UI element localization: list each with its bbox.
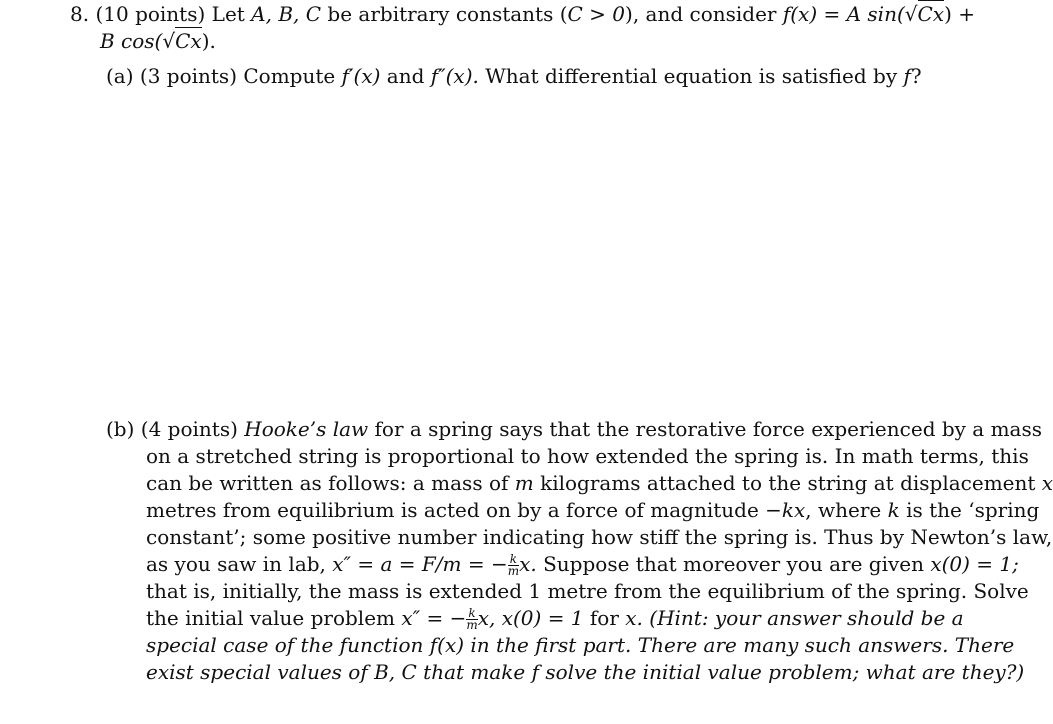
part-b-l6b: Suppose that moreover you are given bbox=[543, 552, 924, 576]
part-b-l4b: , where bbox=[805, 498, 882, 522]
part-a bbox=[106, 64, 922, 88]
sqrt-cx: Cx bbox=[917, 2, 945, 26]
consider-text: ), and consider bbox=[625, 2, 777, 26]
part-a-label: (a) bbox=[106, 64, 134, 88]
question-header: 8. (10 points) Let A, B, C be arbitrary constants (C > 0), and consider f(x) = A sin(√Cx) + bbox=[70, 2, 976, 26]
part-b-line-9 bbox=[146, 633, 1014, 657]
init-cond: x(0) = 1; bbox=[930, 552, 1019, 576]
cond-math: C > 0 bbox=[567, 2, 626, 26]
hint-mid: special case of the function f(x) in the first part. There are many such answers. There bbox=[146, 633, 1015, 657]
part-b-l6a: as you saw in lab, bbox=[146, 552, 326, 576]
part-b-l4c: is the ‘spring bbox=[906, 498, 1040, 522]
solve-x: x. bbox=[625, 606, 643, 630]
part-b-l8a: the initial value problem bbox=[146, 606, 395, 630]
part-b-l4a: metres from equilibrium is acted on by a force of magnitude bbox=[146, 498, 759, 522]
hint-end: exist special values of B, C that make f solve the initial value problem; what are they?) bbox=[146, 660, 1025, 684]
f-def-math: f(x) = A sin( bbox=[782, 2, 905, 26]
question-number: 8. bbox=[70, 2, 90, 26]
frac-den: m bbox=[507, 564, 520, 578]
part-b-l3a: can be written as follows: a mass of bbox=[146, 471, 509, 495]
part-a-text2: What differential equation is satisfied by bbox=[485, 64, 898, 88]
frac-den-2: m bbox=[466, 618, 478, 632]
part-b-l5: constant’; some positive number indicating how stiff the spring is. Thus by Newton’s law, bbox=[146, 525, 1053, 549]
part-b-line-8 bbox=[146, 606, 964, 631]
const-k: k bbox=[887, 498, 900, 522]
k-over-m-fraction-2 bbox=[466, 608, 477, 631]
part-b-l1: for a spring says that the restorative force experienced by a mass bbox=[374, 417, 1043, 441]
part-b-points: (4 points) bbox=[140, 417, 238, 441]
part-a-q: ? bbox=[910, 64, 922, 88]
hooke-law: Hooke’s law bbox=[244, 417, 369, 441]
mass-m: m bbox=[514, 471, 534, 495]
part-b-line-4 bbox=[146, 498, 1039, 522]
part-b-line-3 bbox=[146, 471, 1053, 495]
part-b-l8-for: for bbox=[589, 606, 619, 630]
part-b-l3b: kilograms attached to the string at displacement bbox=[540, 471, 1036, 495]
plus-text: ) + bbox=[944, 2, 976, 26]
line2-start: B cos( bbox=[100, 29, 163, 53]
part-b-line-1 bbox=[106, 417, 1042, 441]
intro-text: Let bbox=[211, 2, 245, 26]
part-a-text1: Compute bbox=[243, 64, 336, 88]
vars-math: A, B, C bbox=[251, 2, 322, 26]
part-b-l2: on a stretched string is proportional to how extended the spring is. In math terms, this bbox=[146, 444, 1029, 468]
disp-x: x bbox=[1041, 471, 1053, 495]
f-dprime: f″(x). bbox=[430, 64, 479, 88]
frac-num: k bbox=[508, 554, 519, 566]
part-b-line-5 bbox=[146, 525, 1052, 549]
force-kx: −kx bbox=[765, 498, 806, 522]
f-prime: f′(x) bbox=[341, 64, 381, 88]
part-a-f: f bbox=[903, 64, 911, 88]
line2-end: ). bbox=[201, 29, 216, 53]
part-b-line-2 bbox=[146, 444, 1029, 468]
question-points: (10 points) bbox=[95, 2, 206, 26]
part-b-l7: that is, initially, the mass is extended 1 metre from the equilibrium of the spring. Solve bbox=[146, 579, 1029, 603]
newton-x: x. bbox=[519, 552, 537, 576]
question-header-line2: B cos(√Cx). bbox=[100, 29, 216, 53]
part-b-line-10 bbox=[146, 660, 1024, 684]
frac-num-2: k bbox=[466, 608, 477, 620]
k-over-m-fraction bbox=[508, 554, 519, 577]
ivp-eq: x″ = − bbox=[401, 606, 467, 630]
ivp-eq2: x, x(0) = 1 bbox=[477, 606, 584, 630]
part-b-label: (b) bbox=[106, 417, 135, 441]
part-b-line-7 bbox=[146, 579, 1029, 603]
newton-eq: x″ = a = F/m = − bbox=[332, 552, 508, 576]
hint-start: (Hint: your answer should be a bbox=[649, 606, 964, 630]
be-text: be arbitrary constants ( bbox=[327, 2, 568, 26]
sqrt-cx-2: Cx bbox=[175, 29, 202, 53]
part-b-line-6 bbox=[146, 552, 1019, 577]
part-a-points: (3 points) bbox=[139, 64, 237, 88]
part-a-and: and bbox=[386, 64, 425, 88]
